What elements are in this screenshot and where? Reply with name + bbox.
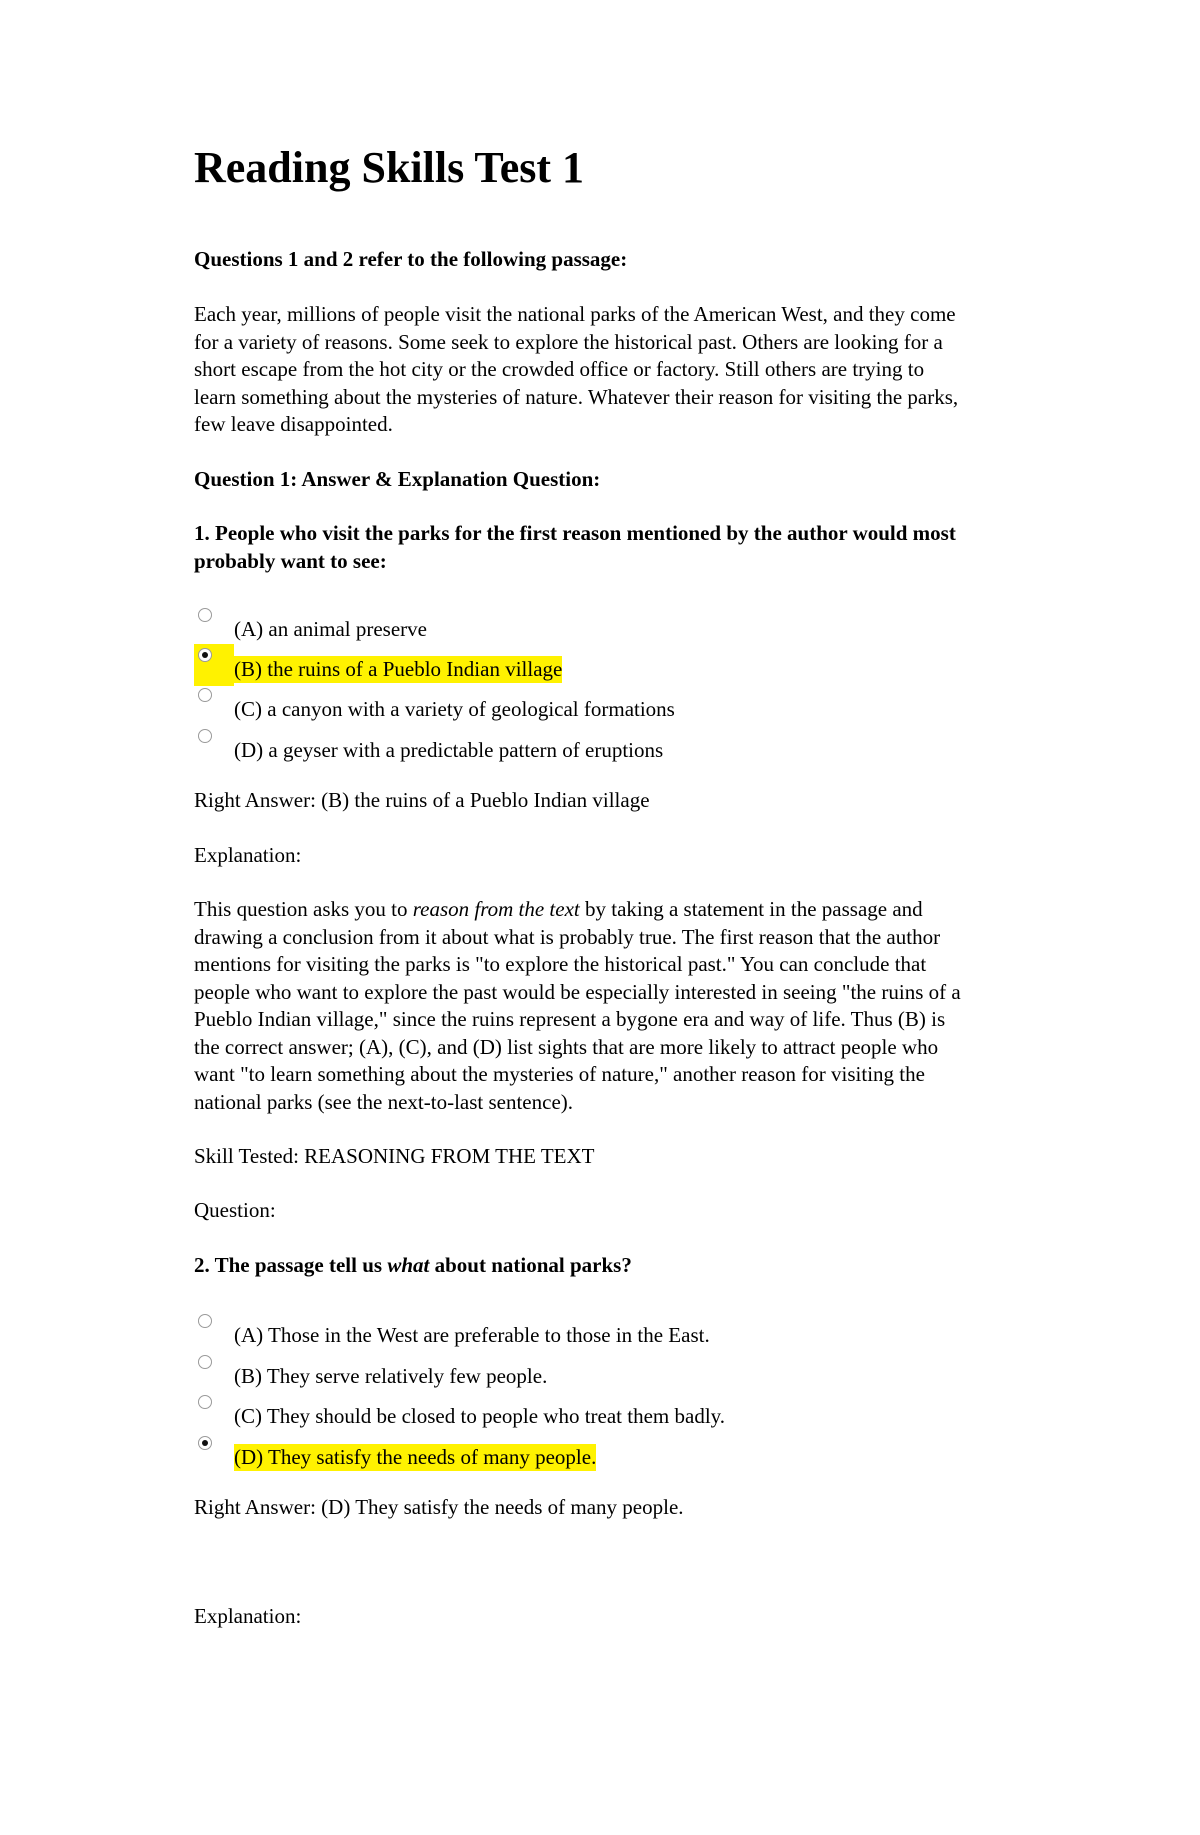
question-2-prompt: 2. The passage tell us what about national parks? (194, 1253, 632, 1277)
q1-skill-tested: Skill Tested: REASONING FROM THE TEXT (194, 1144, 595, 1168)
passage-line: short escape from the hot city or the crowded office or factory. Still others are trying to (194, 357, 925, 381)
radio-button-selected[interactable] (198, 1436, 212, 1450)
radio-button[interactable] (198, 1314, 212, 1328)
explanation-line: Pueblo Indian village," since the ruins represent a bygone era and way of life. Thus (B) is (194, 1007, 946, 1031)
q1-option-d[interactable] (194, 729, 1074, 769)
option-label: (A) Those in the West are preferable to those in the East. (234, 1323, 710, 1347)
explanation-line: national parks (see the next-to-last sentence). (194, 1089, 574, 1114)
option-label: (D) They satisfy the needs of many people. (234, 1445, 597, 1469)
option-label: (D) a geyser with a predictable pattern of eruptions (234, 738, 664, 762)
q2-right-answer: Right Answer: (D) They satisfy the needs of many people. (194, 1495, 684, 1519)
explanation-line: want "to learn something about the mysteries of nature," another reason for visiting the (194, 1062, 925, 1086)
option-label: (B) They serve relatively few people. (234, 1364, 548, 1388)
q1-option-b[interactable] (194, 648, 1074, 688)
radio-button[interactable] (198, 729, 212, 743)
q1-option-a[interactable] (194, 608, 1074, 648)
q2-explanation-label: Explanation: (194, 1604, 302, 1628)
q2-option-a[interactable] (194, 1314, 1074, 1354)
radio-button[interactable] (198, 1355, 212, 1369)
q2-option-d[interactable] (194, 1436, 1074, 1476)
explanation-line: mentions for visiting the parks is "to explore the historical past." You can conclude that (194, 952, 927, 976)
emphasis-text: reason from the text (412, 897, 580, 921)
passage-line: learn something about the mysteries of nature. Whatever their reason for visiting the parks, (194, 384, 959, 409)
q2-option-c[interactable] (194, 1395, 1074, 1435)
question-1-prompt-line: probably want to see: (194, 548, 387, 573)
radio-button-selected[interactable] (198, 648, 212, 662)
q1-option-c[interactable] (194, 688, 1074, 728)
explanation-line: drawing a conclusion from it about what is probably true. The first reason that the author (194, 924, 941, 949)
explanation-line: This question asks you to reason from the text by taking a statement in the passage and (194, 897, 923, 921)
q1-explanation-label: Explanation: (194, 843, 302, 867)
explanation-line: the correct answer; (A), (C), and (D) list sights that are more likely to attract people who (194, 1034, 939, 1059)
passage-line: Each year, millions of people visit the national parks of the American West, and they come (194, 302, 956, 326)
passage-intro-heading: Questions 1 and 2 refer to the following passage: (194, 247, 628, 271)
q2-option-b[interactable] (194, 1355, 1074, 1395)
radio-button[interactable] (198, 688, 212, 702)
question-1-prompt-line: 1. People who visit the parks for the first reason mentioned by the author would most (194, 521, 956, 545)
question-1-prompt (194, 520, 1074, 575)
passage-line: for a variety of reasons. Some seek to explore the historical past. Others are looking for a (194, 329, 943, 354)
emphasis-text: what (387, 1253, 430, 1277)
explanation-line: people who want to explore the past would be especially interested in seeing "the ruins of a (194, 979, 961, 1004)
question-1-heading: Question 1: Answer & Explanation Question: (194, 467, 601, 491)
option-label: (C) a canyon with a variety of geological formations (234, 697, 675, 721)
radio-button[interactable] (198, 608, 212, 622)
q1-explanation (194, 896, 1074, 1116)
option-label: (C) They should be closed to people who treat them badly. (234, 1404, 726, 1428)
passage-line: few leave disappointed. (194, 412, 393, 436)
option-label: (A) an animal preserve (234, 617, 427, 641)
page-title: Reading Skills Test 1 (194, 143, 585, 192)
option-label: (B) the ruins of a Pueblo Indian village (234, 657, 563, 681)
q1-right-answer: Right Answer: (B) the ruins of a Pueblo Indian village (194, 788, 650, 812)
passage (194, 301, 1074, 439)
question-2-heading: Question: (194, 1198, 276, 1222)
radio-button[interactable] (198, 1395, 212, 1409)
